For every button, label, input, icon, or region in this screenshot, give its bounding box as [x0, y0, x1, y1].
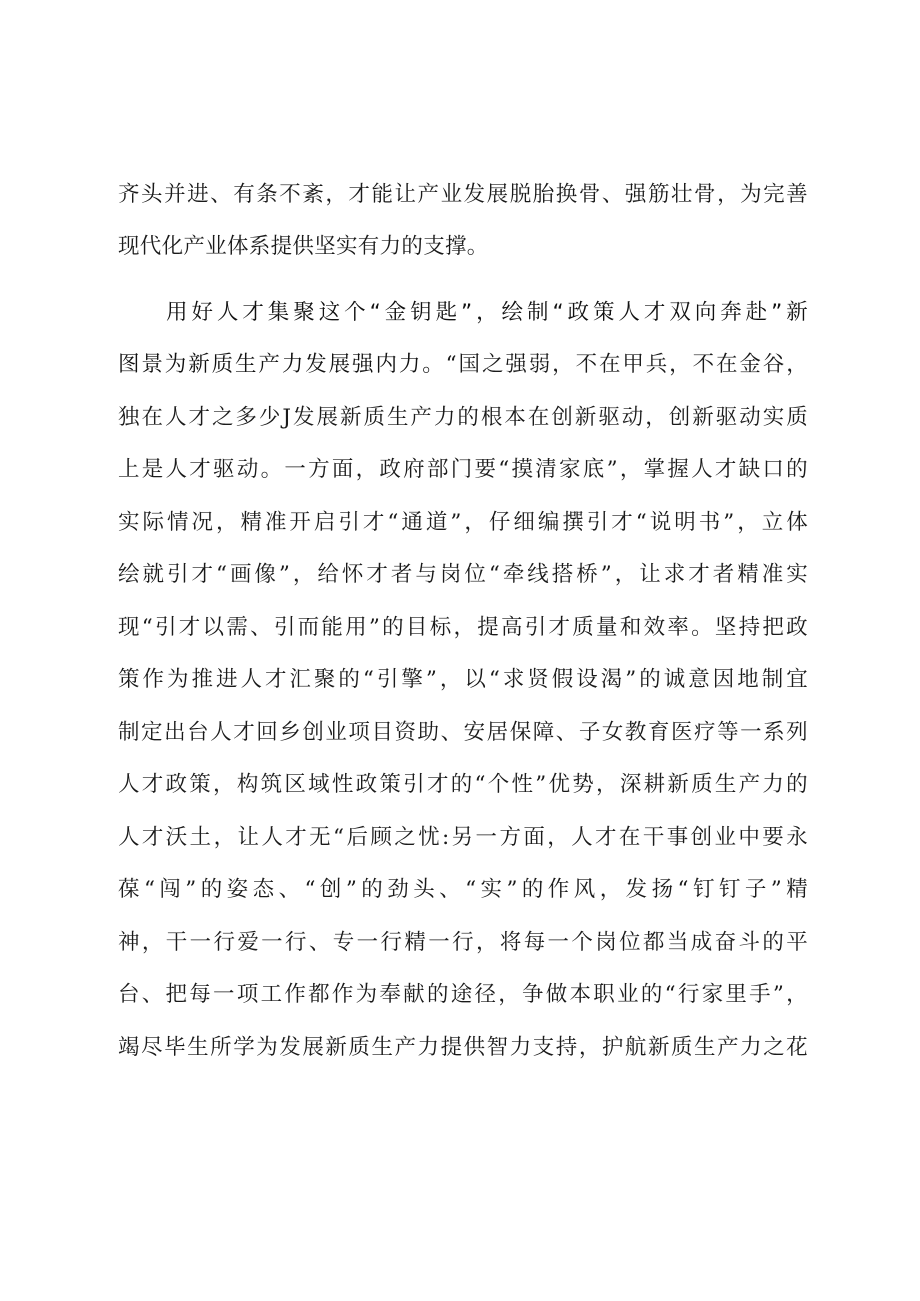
- paragraph2-heading-line2: 图景为新质生产力发展强内力。: [118, 352, 446, 377]
- paragraph2-line3: 独在人才之多少J发展新质生产力的根本在创新驱动，创新驱动实质: [118, 405, 808, 430]
- paragraph2-line4: 上是人才驱动。一方面，政府部门要“摸清家底”，掌握人才缺口的: [118, 457, 808, 482]
- paragraph2-line5: 实际情况，精准开启引才“通道”，仔细编撰引才“说明书”，立体: [118, 510, 808, 535]
- paragraph2-line13: 神，干一行爱一行、专一行精一行，将每一个岗位都当成奋斗的平: [118, 930, 808, 955]
- paragraph2-quote-start: “国之强弱，不在甲兵，不在金谷，: [445, 352, 809, 377]
- paragraph2-line11: 人才沃土，让人才无“后顾之忧:另一方面，人才在干事创业中要永: [118, 825, 808, 850]
- paragraph2-line8: 策作为推进人才汇聚的“引擎”，以“求贤假设渴”的诚意因地制宜: [118, 667, 808, 692]
- paragraph2-line12: 葆“闯”的姿态、“创”的劲头、“实”的作风，发扬“钉钉子”精: [118, 877, 808, 902]
- paragraph2-line9: 制定出台人才回乡创业项目资助、安居保障、子女教育医疗等一系列: [118, 720, 808, 745]
- paragraph2-line10: 人才政策，构筑区域性政策引才的“个性”优势，深耕新质生产力的: [118, 772, 808, 797]
- paragraph2-line2: [118, 350, 808, 380]
- paragraph1-line1: 齐头并进、有条不紊，才能让产业发展脱胎换骨、强筋壮骨，为完善: [118, 182, 808, 207]
- paragraph1-line2: 现代化产业体系提供坚实有力的支撑。: [118, 234, 489, 259]
- paragraph2-line15: 竭尽毕生所学为发展新质生产力提供智力支持，护航新质生产力之花: [118, 1035, 808, 1060]
- paragraph2-line7: 现“引才以需、引而能用”的目标，提高引才质量和效率。坚持把政: [118, 615, 808, 640]
- paragraph2-line6: 绘就引才“画像”，给怀才者与岗位“牵线搭桥”，让求才者精准实: [118, 562, 808, 587]
- paragraph2-heading-line1: 用好人才集聚这个“金钥匙”，绘制“政策人才双向奔赴”新: [166, 300, 808, 325]
- paragraph2-line14: 台、把每一项工作都作为奉献的途径，争做本职业的“行家里手”，: [118, 982, 808, 1007]
